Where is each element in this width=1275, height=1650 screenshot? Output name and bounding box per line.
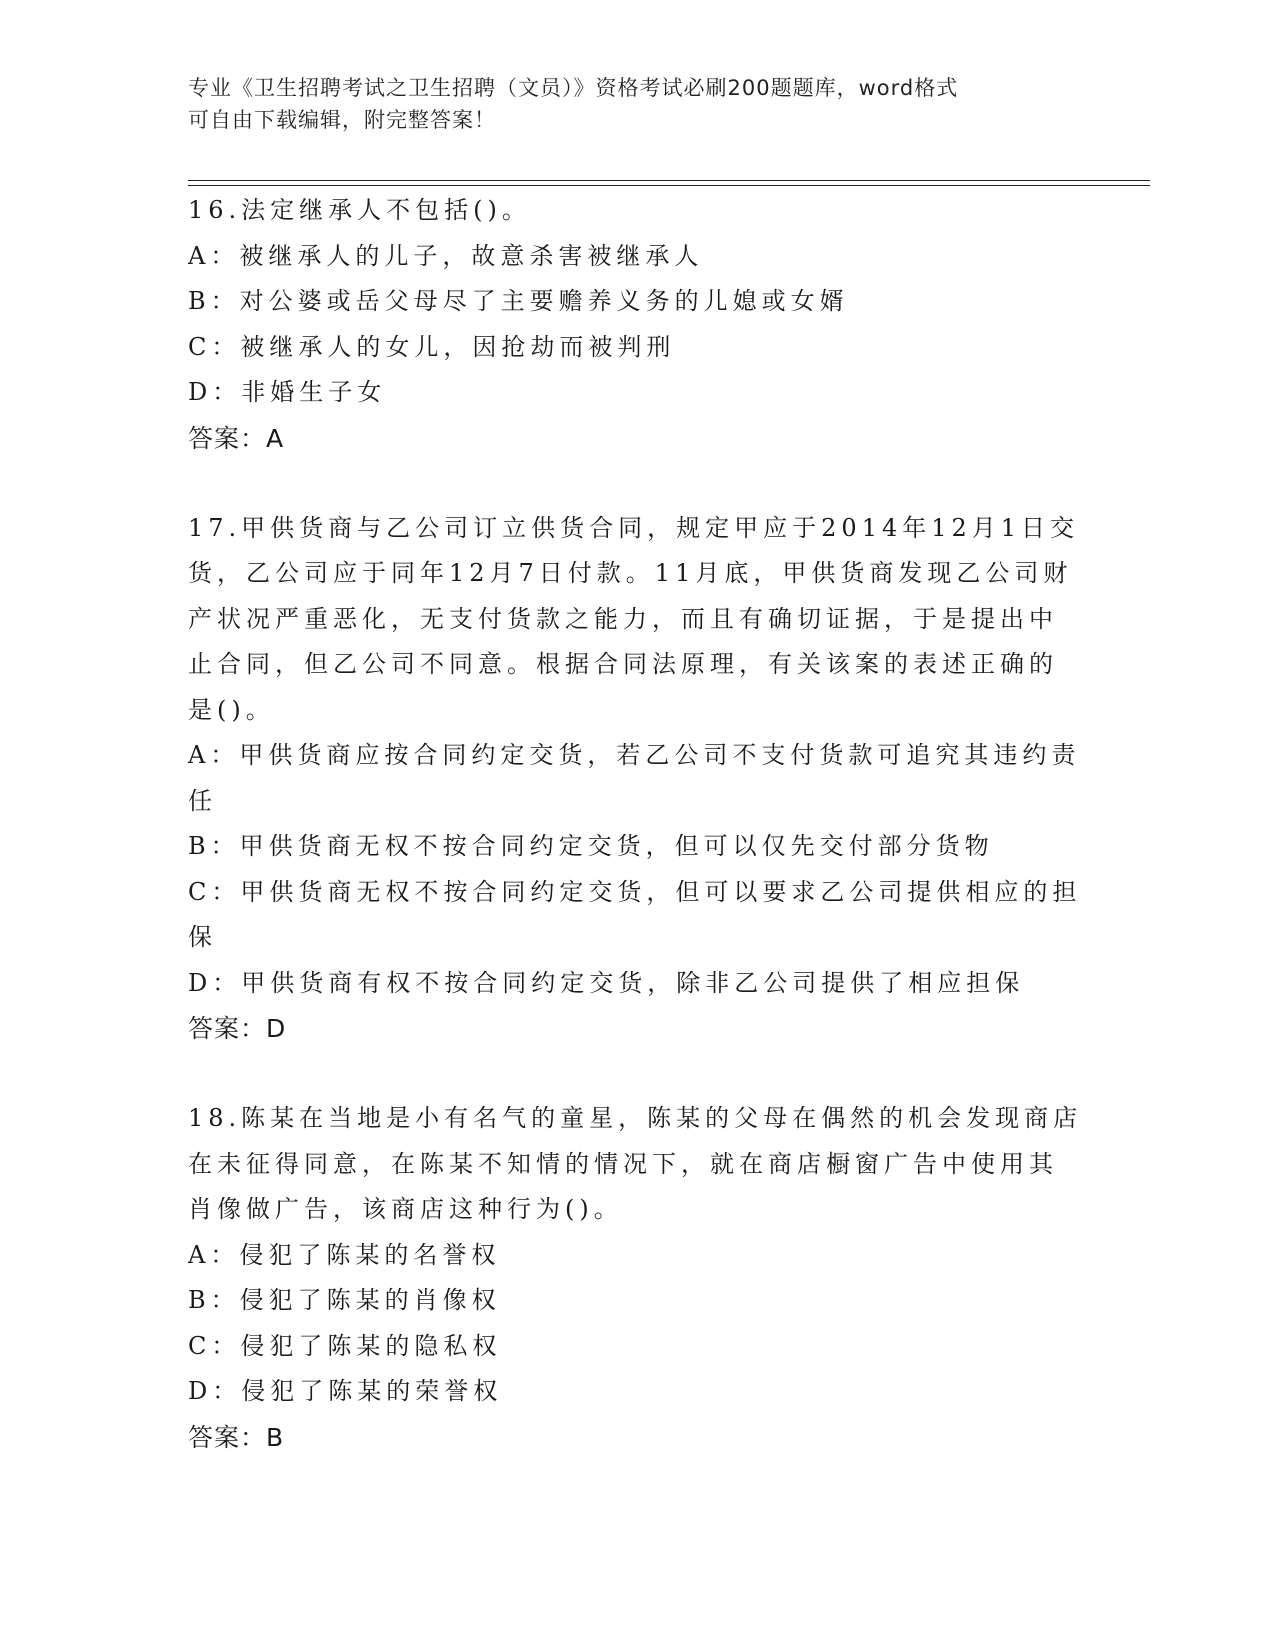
- option-d: D：甲供货商有权不按合同约定交货，除非乙公司提供了相应担保: [188, 968, 1025, 997]
- question-17: [188, 506, 1088, 1053]
- question-stem-line: 18.陈某在当地是小有名气的童星，陈某的父母在偶然的机会发现商店: [188, 1104, 1083, 1132]
- question-stem-line: 17.甲供货商与乙公司订立供货合同，规定甲应于2014年12月1日交: [188, 513, 1080, 542]
- option-a: A：甲供货商应按合同约定交货，若乙公司不支付货款可追究其违约责: [188, 741, 1081, 769]
- option-a-continued: 任: [188, 786, 217, 815]
- option-a: A：侵犯了陈某的名誉权: [188, 1240, 501, 1269]
- header-line-2: 可自由下载编辑，附完整答案！: [188, 108, 496, 132]
- header-rule-top: [188, 180, 1150, 181]
- option-c: C：侵犯了陈某的隐私权: [188, 1331, 502, 1360]
- option-c: C：被继承人的女儿，因抢劫而被判刑: [188, 332, 676, 361]
- question-stem-line: 货，乙公司应于同年12月7日付款。11月底，甲供货商发现乙公司财: [188, 559, 1073, 587]
- question-list: [188, 188, 1088, 1505]
- header-line-1: 专业《卫生招聘考试之卫生招聘（文员）》资格考试必刷200题题库，word格式: [188, 76, 959, 100]
- option-b: B：甲供货商无权不按合同约定交货，但可以仅先交付部分货物: [188, 832, 994, 860]
- question-stem-line: 是()。: [188, 695, 275, 724]
- option-d: D：非婚生子女: [188, 378, 387, 406]
- question-18: [188, 1096, 1088, 1461]
- option-a: A：被继承人的儿子，故意杀害被继承人: [188, 241, 704, 270]
- question-stem-line: 止合同，但乙公司不同意。根据合同法原理，有关该案的表述正确的: [188, 650, 1058, 678]
- option-d: D：侵犯了陈某的荣誉权: [188, 1377, 503, 1405]
- option-c-continued: 保: [188, 923, 217, 951]
- answer-label: 答案：A: [188, 423, 285, 453]
- question-stem-line: 产状况严重恶化，无支付货款之能力，而且有确切证据，于是提出中: [188, 604, 1058, 633]
- document-header: [188, 72, 1088, 136]
- answer-label: 答案：B: [188, 1422, 285, 1452]
- question-stem-line: 16.法定继承人不包括()。: [188, 196, 531, 224]
- question-stem-line: 在未征得同意，在陈某不知情的情况下，就在商店橱窗广告中使用其: [188, 1149, 1058, 1178]
- header-rule-bottom: [188, 185, 1150, 186]
- answer-label: 答案：D: [188, 1014, 287, 1043]
- option-b: B：侵犯了陈某的肖像权: [188, 1286, 501, 1314]
- question-16: [188, 188, 1088, 462]
- option-b: B：对公婆或岳父母尽了主要赡养义务的儿媳或女婿: [188, 287, 849, 315]
- option-c: C：甲供货商无权不按合同约定交货，但可以要求乙公司提供相应的担: [188, 877, 1082, 906]
- question-stem-line: 肖像做广告，该商店这种行为()。: [188, 1195, 623, 1223]
